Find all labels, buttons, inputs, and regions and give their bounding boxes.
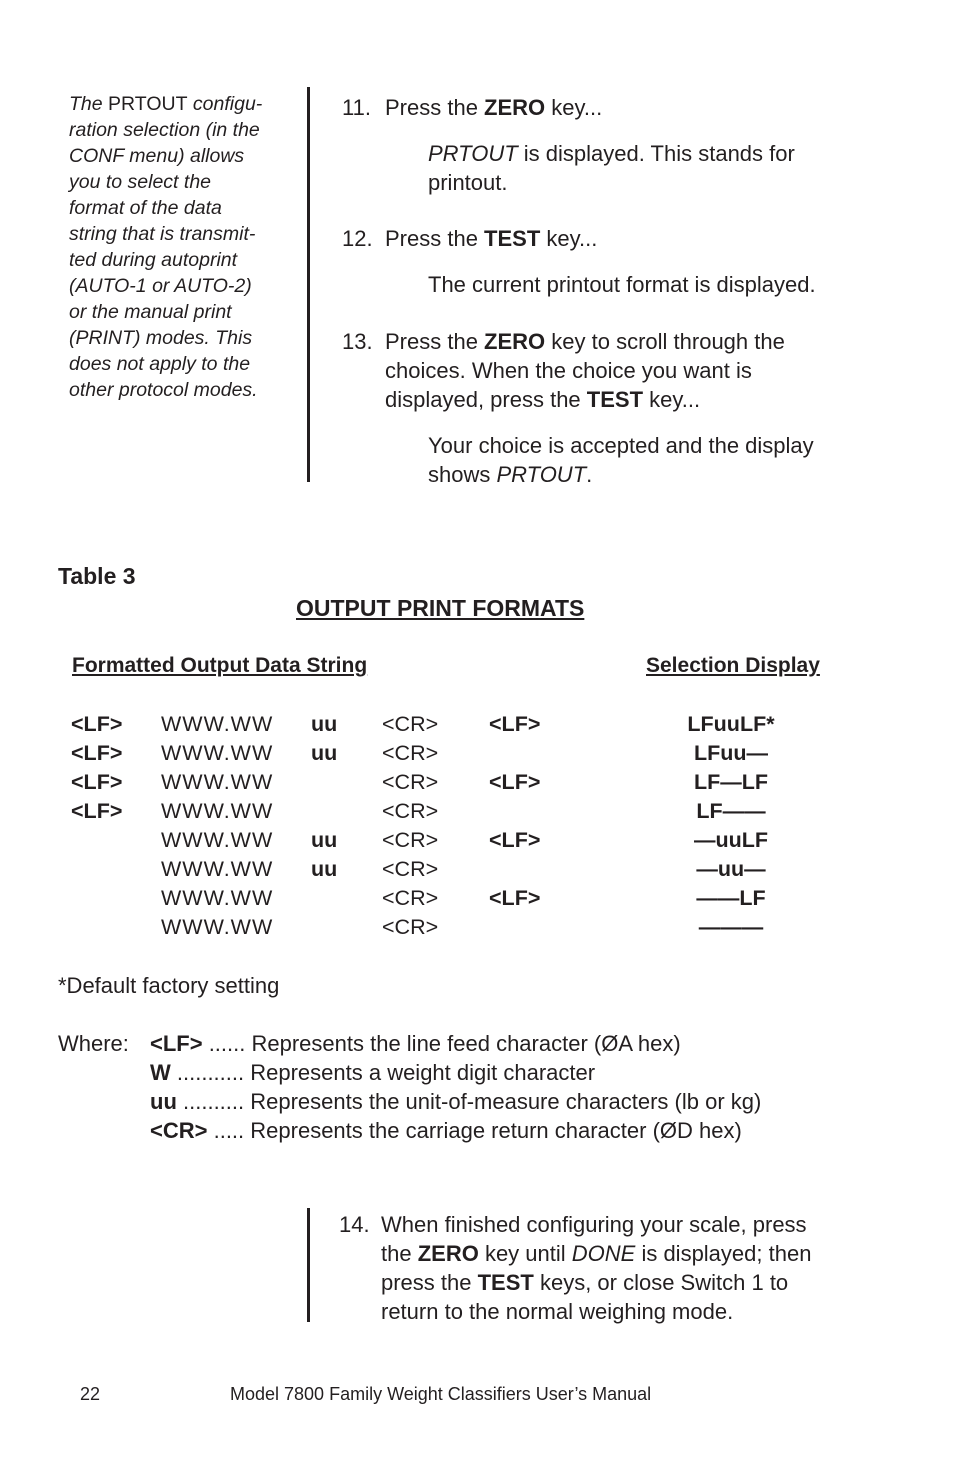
lf-prefix: <LF> — [71, 712, 123, 736]
step-line — [381, 1239, 811, 1268]
sidebar-line: or the manual print — [69, 301, 232, 323]
step-11-result — [428, 139, 908, 197]
sidebar-line: CONF menu) allows — [69, 145, 245, 167]
step-13-result — [428, 431, 908, 489]
key-name: ZERO — [484, 329, 546, 354]
unit-field: uu — [311, 857, 338, 881]
step-text-part: key... — [643, 387, 701, 412]
step-text — [385, 327, 785, 414]
legend-list — [150, 1029, 870, 1145]
lf-prefix: <LF> — [71, 799, 123, 823]
step-text-part: keys, or close Switch 1 to — [533, 1270, 789, 1295]
sidebar-keyword: PRTOUT — [108, 93, 188, 115]
legend-term: <LF> — [150, 1031, 203, 1056]
step-number: 11. — [342, 95, 371, 120]
change-bar — [307, 1208, 310, 1322]
legend-text: ...... Represents the line feed character (ØA hex) — [202, 1031, 681, 1056]
selection-display: LFuu— — [693, 741, 769, 765]
step-text — [385, 93, 602, 122]
sidebar-note — [69, 91, 294, 403]
step-line — [385, 385, 785, 414]
key-name: ZERO — [417, 1241, 479, 1266]
column-header-selection: Selection Display — [646, 654, 820, 677]
selection-display: —uu— — [696, 857, 766, 881]
column-header-output: Formatted Output Data String — [72, 654, 368, 677]
lf-prefix: <LF> — [71, 770, 123, 794]
step-number: 13. — [342, 329, 373, 354]
cr-field: <CR> — [382, 770, 439, 794]
step-line — [385, 327, 785, 356]
display-text: PRTOUT — [496, 462, 587, 487]
legend-where: Where: — [58, 1031, 129, 1056]
page-number: 22 — [80, 1384, 101, 1404]
sidebar-text: configu- — [187, 93, 263, 115]
weight-field: WWW.WW — [161, 857, 274, 881]
legend-text: ..... Represents the carriage return character (ØD hex) — [207, 1118, 742, 1143]
step-number: 14. — [339, 1212, 370, 1237]
cr-field: <CR> — [382, 857, 439, 881]
step-text-part: is displayed; then — [635, 1241, 812, 1266]
step-text — [385, 224, 597, 253]
step-line — [381, 1268, 811, 1297]
legend-term: W — [150, 1060, 171, 1085]
note-line — [428, 460, 908, 489]
lf-suffix: <LF> — [489, 712, 541, 736]
note-text: is displayed. This stands for — [517, 141, 795, 166]
legend-item — [150, 1058, 870, 1087]
sidebar-line: other protocol modes. — [69, 379, 258, 401]
sidebar-line: you to select the — [69, 171, 212, 193]
step-text-part: Press the — [385, 329, 485, 354]
sidebar-prefix: The — [69, 93, 109, 115]
key-name: TEST — [484, 226, 541, 251]
weight-field: WWW.WW — [161, 770, 274, 794]
lf-suffix: <LF> — [489, 886, 541, 910]
table-label: Table 3 — [58, 563, 136, 589]
lf-suffix: <LF> — [489, 828, 541, 852]
weight-field: WWW.WW — [161, 828, 274, 852]
footer-title: Model 7800 Family Weight Classifiers User’s Manual — [230, 1384, 652, 1404]
legend-item — [150, 1116, 870, 1145]
sidebar-line: (PRINT) modes. This — [69, 327, 253, 349]
weight-field: WWW.WW — [161, 741, 274, 765]
table-row — [71, 739, 871, 768]
legend-text: ........... Represents a weight digit character — [170, 1060, 596, 1085]
selection-display: ——— — [698, 915, 764, 939]
note-line: The current printout format is displayed. — [428, 272, 816, 297]
step-line: return to the normal weighing mode. — [381, 1299, 734, 1324]
table-row — [71, 797, 871, 826]
legend-term: uu — [150, 1089, 177, 1114]
cr-field: <CR> — [382, 886, 439, 910]
table-row — [71, 768, 871, 797]
note-line: printout. — [428, 170, 508, 195]
legend-item — [150, 1029, 870, 1058]
selection-display: LFuuLF* — [687, 712, 775, 736]
sidebar-line: format of the data — [69, 197, 222, 219]
step-text-part: key... — [545, 95, 603, 120]
step-text-part: displayed, press the — [385, 387, 587, 412]
table-row — [71, 710, 871, 739]
sidebar-line: ration selection (in the — [69, 119, 260, 141]
step-text-part: key... — [540, 226, 598, 251]
unit-field: uu — [311, 712, 338, 736]
cr-field: <CR> — [382, 741, 439, 765]
cr-field: <CR> — [382, 712, 439, 736]
cr-field: <CR> — [382, 915, 439, 939]
weight-field: WWW.WW — [161, 799, 274, 823]
sidebar-line: string that is transmit- — [69, 223, 256, 245]
sidebar-line — [69, 91, 294, 117]
table-row — [71, 826, 871, 855]
step-11 — [342, 93, 902, 122]
step-line: choices. When the choice you want is — [385, 358, 752, 383]
note-text: . — [586, 462, 593, 487]
step-line: When finished configuring your scale, press — [381, 1212, 807, 1237]
step-text-part: Press the — [385, 226, 485, 251]
table-row — [71, 884, 871, 913]
key-name: TEST — [477, 1270, 534, 1295]
table-row — [71, 855, 871, 884]
step-text-part: key until — [478, 1241, 572, 1266]
step-14 — [339, 1210, 919, 1326]
key-name: ZERO — [484, 95, 546, 120]
note-line — [428, 139, 908, 168]
step-13 — [342, 327, 902, 414]
weight-field: WWW.WW — [161, 712, 274, 736]
legend-term: <CR> — [150, 1118, 208, 1143]
selection-display: —uuLF — [693, 828, 769, 852]
note-text: shows — [428, 462, 497, 487]
sidebar-line: ted during autoprint — [69, 249, 238, 271]
cr-field: <CR> — [382, 799, 439, 823]
legend-item — [150, 1087, 870, 1116]
selection-display: LF—LF — [693, 770, 769, 794]
table-row — [71, 913, 871, 942]
legend-text: .......... Represents the unit-of-measure characters (lb or kg) — [176, 1089, 762, 1114]
step-number: 12. — [342, 226, 373, 251]
step-12 — [342, 224, 902, 253]
table-title: OUTPUT PRINT FORMATS — [296, 595, 585, 621]
lf-prefix: <LF> — [71, 741, 123, 765]
step-text-part: Press the — [385, 95, 485, 120]
display-text: DONE — [571, 1241, 636, 1266]
sidebar-line: does not apply to the — [69, 353, 251, 375]
selection-display: LF—— — [696, 799, 766, 823]
selection-display: ——LF — [696, 886, 766, 910]
weight-field: WWW.WW — [161, 915, 274, 939]
unit-field: uu — [311, 828, 338, 852]
sidebar-line: (AUTO-1 or AUTO-2) — [69, 275, 252, 297]
note-line: Your choice is accepted and the display — [428, 433, 814, 458]
step-text — [381, 1210, 811, 1326]
unit-field: uu — [311, 741, 338, 765]
key-name: TEST — [586, 387, 644, 412]
change-bar — [307, 87, 310, 482]
step-text-part: press the — [381, 1270, 478, 1295]
weight-field: WWW.WW — [161, 886, 274, 910]
step-text-part: key to scroll through the — [545, 329, 785, 354]
display-text: PRTOUT — [428, 141, 518, 166]
table-footnote: *Default factory setting — [58, 973, 280, 998]
cr-field: <CR> — [382, 828, 439, 852]
format-table — [71, 710, 871, 942]
lf-suffix: <LF> — [489, 770, 541, 794]
step-text-part: the — [381, 1241, 418, 1266]
step-12-result — [428, 270, 908, 299]
